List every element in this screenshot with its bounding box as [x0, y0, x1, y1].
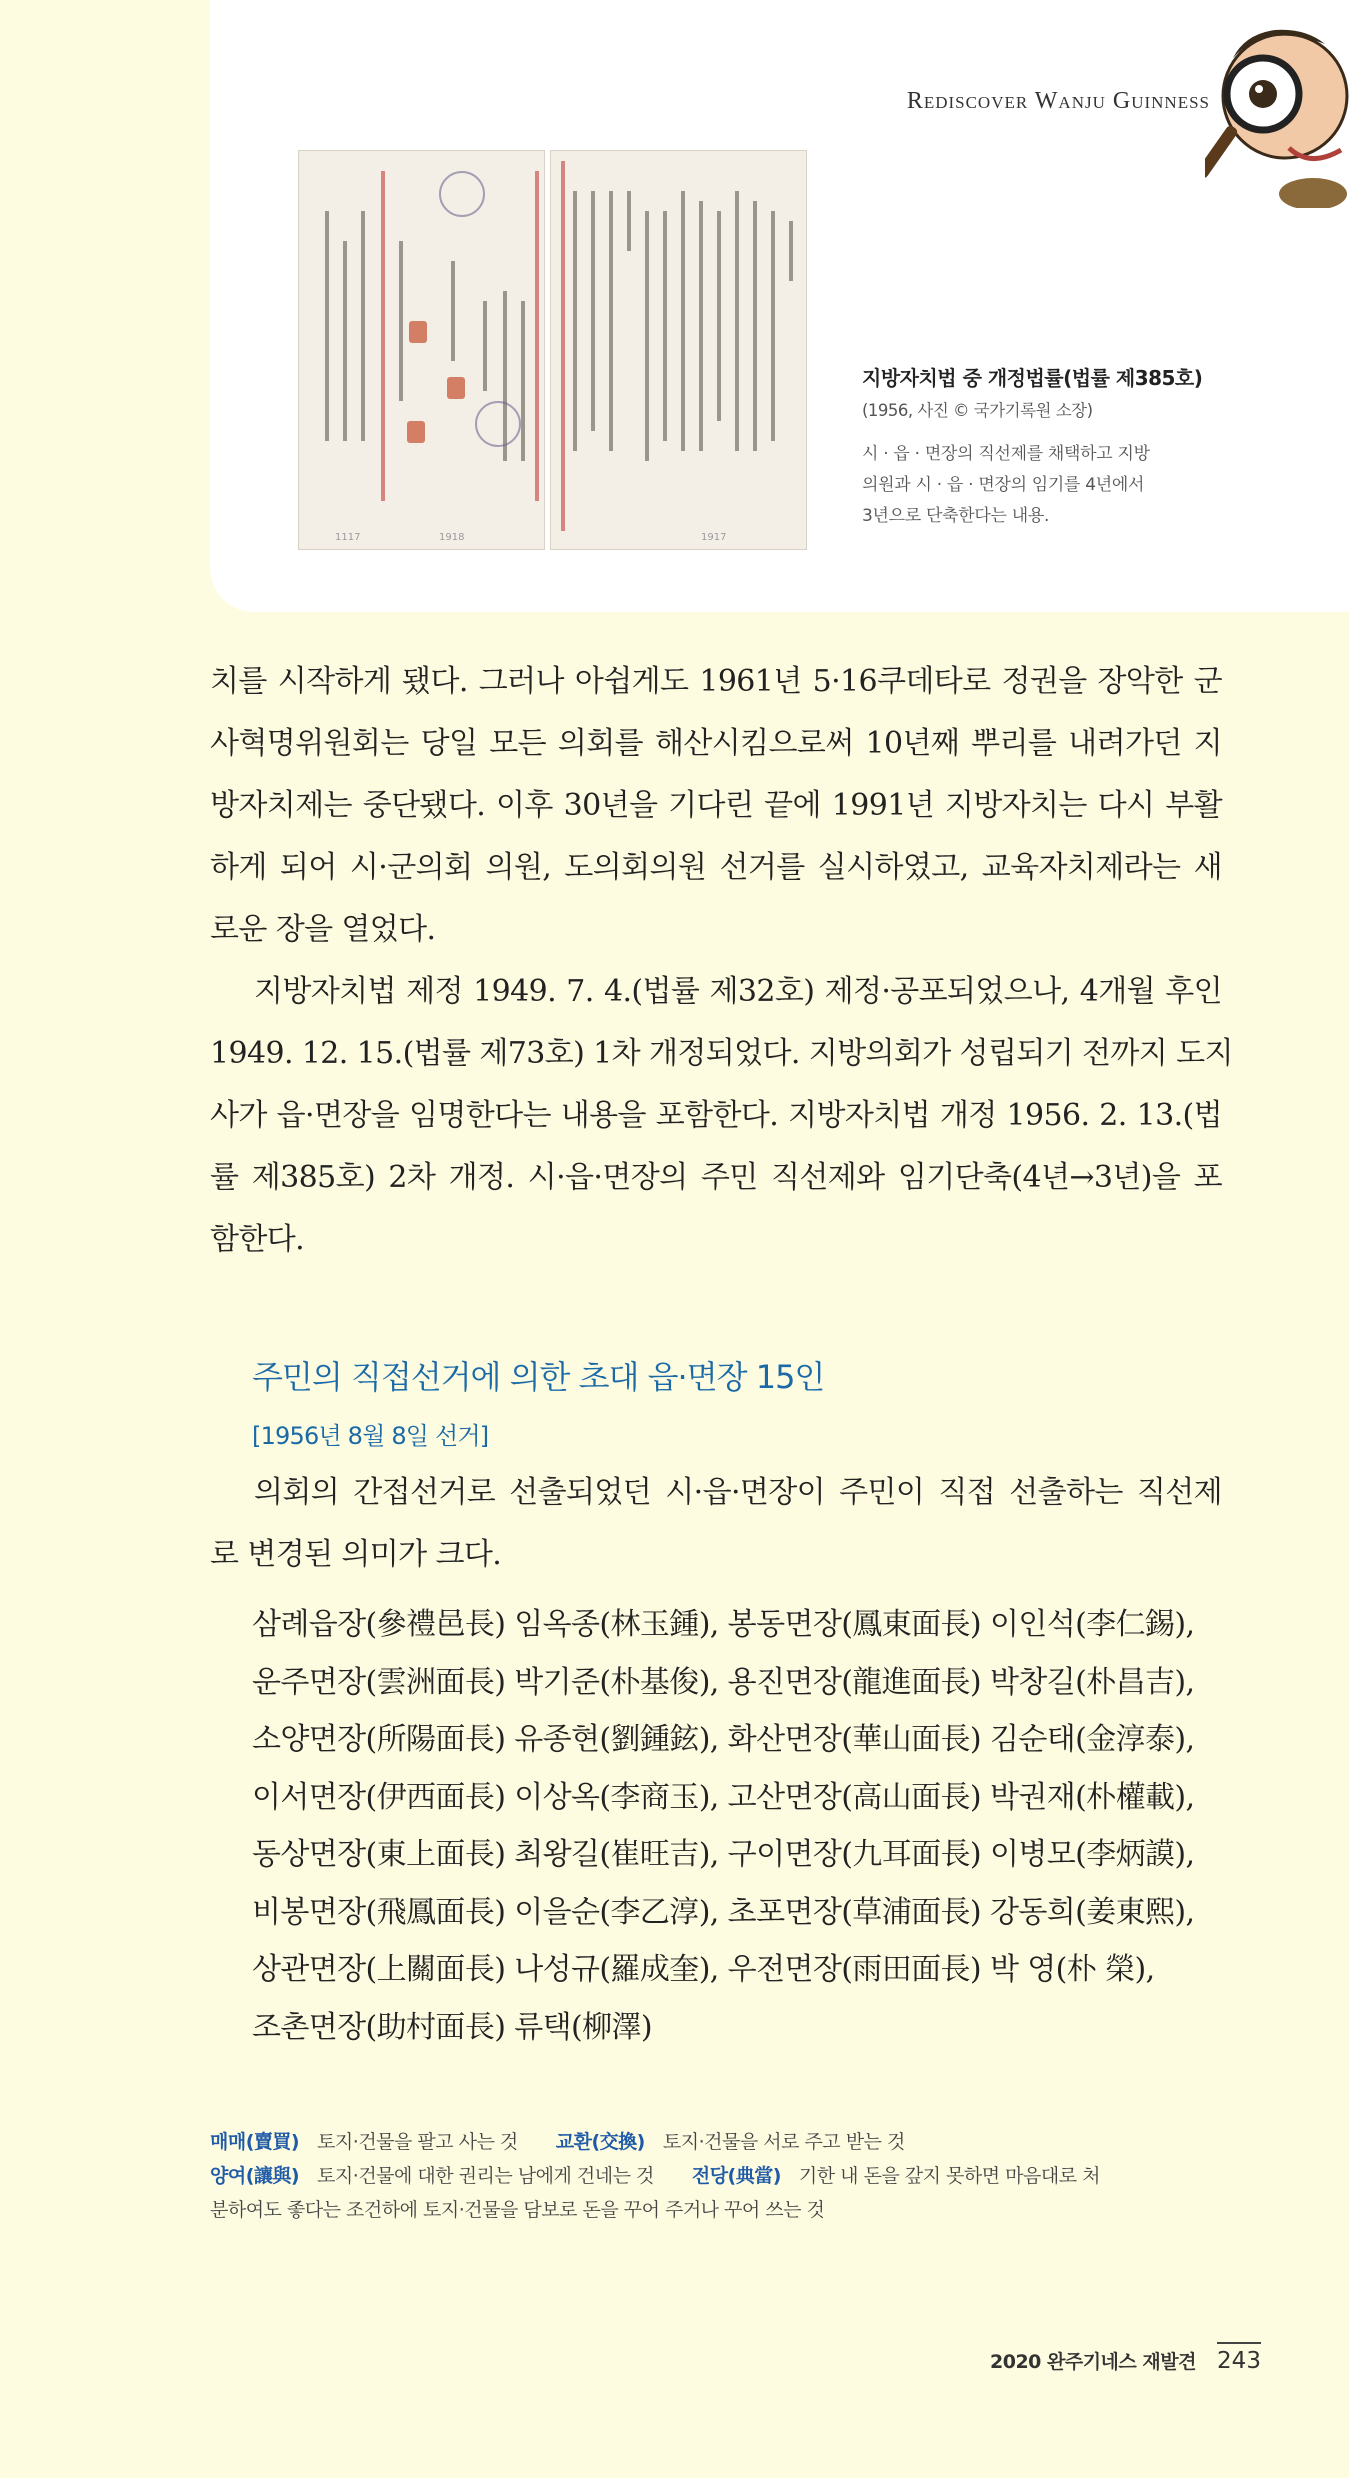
mayor-list-line: 삼례읍장(參禮邑長) 임옥종(林玉鍾), 봉동면장(鳳東面長) 이인석(李仁錫),: [252, 1607, 1195, 1642]
glossary-definition: 분하여도 좋다는 조건하에 토지·건물을 담보로 돈을 꾸어 주거나 꾸어 쓰는 것: [210, 2199, 825, 2221]
paragraph-line: 의회의 간접선거로 선출되었던 시·읍·면장이 주민이 직접 선출하는 직선제: [254, 1475, 1222, 1510]
document-photograph: [298, 150, 808, 550]
glossary-definition: 토지·건물을 팔고 사는 것: [317, 2131, 518, 2153]
caption-line: 시 · 읍 · 면장의 직선제를 채택하고 지방: [862, 444, 1150, 464]
paragraph-line: 치를 시작하게 됐다. 그러나 아쉽게도 1961년 5·16쿠데타로 정권을 장악한 군: [210, 664, 1222, 699]
caption-line: 3년으로 단축한다는 내용.: [862, 506, 1050, 526]
caption-title: 지방자치법 중 개정법률(법률 제385호): [862, 366, 1203, 390]
series-title: Rediscover Wanju Guinness: [906, 88, 1210, 114]
paragraph-line: 지방자치법 제정 1949. 7. 4.(법률 제32호) 제정·공포되었으나, 4개월 후인: [254, 974, 1222, 1009]
caption-source: (1956, 사진 © 국가기록원 소장): [862, 401, 1093, 420]
caption-line: 의원과 시 · 읍 · 면장의 임기를 4년에서: [862, 475, 1145, 495]
section-title: 주민의 직접선거에 의한 초대 읍·면장 15인: [252, 1358, 825, 1396]
document-page-left: [298, 150, 545, 550]
mayor-list-line: 소양면장(所陽面長) 유종현(劉鍾鉉), 화산면장(華山面長) 김순태(金淳泰),: [252, 1722, 1195, 1757]
glossary: [210, 2125, 1230, 2227]
paragraph-line: 하게 되어 시·군의회 의원, 도의회의원 선거를 실시하였고, 교육자치제라는 새: [210, 850, 1222, 885]
glossary-definition: 기한 내 돈을 갚지 못하면 마음대로 처: [798, 2165, 1100, 2187]
paragraph-line: 방자치제는 중단됐다. 이후 30년을 기다린 끝에 1991년 지방자치는 다시 부활: [210, 788, 1222, 823]
glossary-term: 양여(讓與): [210, 2165, 300, 2187]
paragraph-line: 사가 읍·면장을 임명한다는 내용을 포함한다. 지방자치법 개정 1956. 2. 13.(법: [210, 1098, 1222, 1133]
glossary-row: [210, 2193, 1230, 2227]
photo-caption: [862, 362, 1227, 532]
mayor-list-line: 조촌면장(助村面長) 류택(柳澤): [252, 2009, 653, 2045]
mayor-list-line: 동상면장(東上面長) 최왕길(崔旺吉), 구이면장(九耳面長) 이병모(李炳謨),: [252, 1837, 1195, 1872]
glossary-term: 교환(交換): [555, 2131, 645, 2153]
doc-footer-label: 1918: [439, 532, 465, 543]
paragraph-line: 함한다.: [210, 1222, 305, 1257]
glossary-definition: 토지·건물에 대한 권리는 남에게 건네는 것: [317, 2165, 654, 2187]
glossary-row: [210, 2125, 1230, 2159]
paragraph-line: 로운 장을 열었다.: [210, 912, 436, 947]
body-paragraph-2: [210, 961, 1233, 1271]
paragraph-line: 사혁명위원회는 당일 모든 의회를 해산시킴으로써 10년째 뿌리를 내려가던 지: [210, 726, 1222, 761]
section-intro: [210, 1462, 1222, 1586]
paragraph-line: 1949. 12. 15.(법률 제73호) 1차 개정되었다. 지방의회가 성립되기 전까지 도지: [210, 1036, 1233, 1071]
document-page-right: [550, 150, 807, 550]
doc-footer-label: 1117: [335, 532, 361, 543]
paragraph-line: 로 변경된 의미가 크다.: [210, 1537, 502, 1572]
glossary-row: [210, 2159, 1230, 2193]
mayor-list-line: 비봉면장(飛鳳面長) 이을순(李乙淳), 초포면장(草浦面長) 강동희(姜東熙),: [252, 1894, 1195, 1930]
mayor-list-line: 이서면장(伊西面長) 이상옥(李商玉), 고산면장(高山面長) 박권재(朴權載),: [252, 1779, 1195, 1815]
body-paragraph-1: [210, 651, 1222, 961]
mayor-list-line: 상관면장(上關面長) 나성규(羅成奎), 우전면장(雨田面長) 박 영(朴 榮),: [252, 1952, 1155, 1987]
paragraph-line: 률 제385호) 2차 개정. 시·읍·면장의 주민 직선제와 임기단축(4년→3년)을 포: [210, 1160, 1222, 1195]
book-title: 2020 완주기네스 재발견: [990, 2351, 1196, 2373]
section-subtitle: [1956년 8월 8일 선거]: [252, 1422, 489, 1450]
doc-footer-label: 1917: [701, 532, 727, 543]
caption-body: [862, 439, 1227, 532]
glossary-term: 전당(典當): [691, 2165, 781, 2187]
mayor-list-line: 운주면장(雲洲面長) 박기준(朴基俊), 용진면장(龍進面長) 박창길(朴昌吉),: [252, 1664, 1195, 1700]
glossary-term: 매매(賣買): [210, 2131, 300, 2153]
page-footer: [990, 2347, 1261, 2374]
glossary-definition: 토지·건물을 서로 주고 받는 것: [662, 2131, 905, 2153]
mayor-list: [252, 1596, 1252, 2056]
magnifier-mascot-icon: [1205, 18, 1349, 208]
page-number: 243: [1217, 2348, 1261, 2374]
